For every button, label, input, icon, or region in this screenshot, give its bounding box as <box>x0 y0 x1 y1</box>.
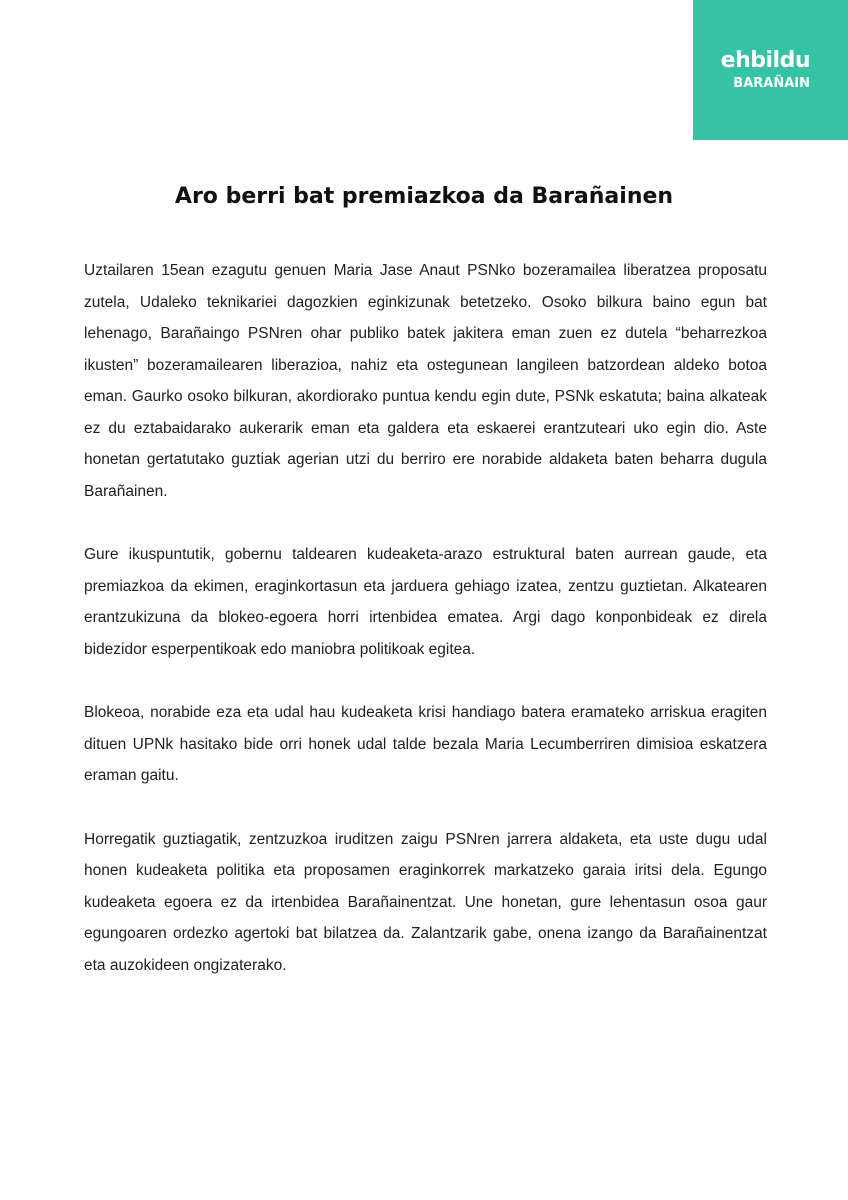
paragraph: Horregatik guztiagatik, zentzuzkoa iruditzen zaigu PSNren jarrera aldaketa, eta uste dugu udal honen kudeaketa politika eta proposamen eraginkorrek markatzeko garaia iritsi dela. Egungo kudeaketa egoera ez da irtenbidea Barañainentzat. Une honetan, gure lehentasun osoa gaur egungoaren ordezko agertoki bat bilatzea da. Zalantzarik gabe, onena izango da Barañainentzat eta auzokideen ongizaterako. <box>84 830 767 974</box>
logo-location: BARAÑAIN <box>733 76 810 91</box>
document-body <box>84 255 767 1013</box>
logo-wordmark: ehbildu <box>720 48 810 73</box>
brand-logo <box>693 0 848 140</box>
paragraph: Uztailaren 15ean ezagutu genuen Maria Jase Anaut PSNko bozeramailea liberatzea proposatu zutela, Udaleko teknikariei dagozkien eginkizunak betetzeko. Osoko bilkura baino egun bat lehenago, Barañaingo PSNren ohar publiko batek jakitera eman zuen ez dutela “beharrezkoa ikusten” bozeramailearen liberazioa, nahiz eta ostegunean langileen batzordean aldeko botoa eman. Gaurko osoko bilkuran, akordiorako puntua kendu egin dute, PSNk eskatuta; baina alkateak ez du eztabaidarako aukerarik eman eta galdera eta eskaerei erantzuteari uko egin dio. Aste honetan gertatutako guztiak agerian utzi du berriro ere norabide aldaketa baten beharra dugula Barañainen. <box>84 262 767 500</box>
document-title: Aro berri bat premiazkoa da Barañainen <box>174 184 674 209</box>
paragraph: Gure ikuspuntutik, gobernu taldearen kudeaketa-arazo estruktural baten aurrean gaude, eta premiazkoa da ekimen, eraginkortasun eta jarduera gehiago izatea, zentzu guztietan. Alkatearen erantzukizuna da blokeo-egoera horri irtenbidea ematea. Argi dago konponbideak ez direla bidezidor esperpentikoak edo maniobra politikoak egitea. <box>84 546 767 658</box>
paragraph: Blokeoa, norabide eza eta udal hau kudeaketa krisi handiago batera eramateko arriskua eragiten dituen UPNk hasitako bide orri honek udal talde bezala Maria Lecumberriren dimisioa eskatzera eraman gaitu. <box>84 704 767 784</box>
